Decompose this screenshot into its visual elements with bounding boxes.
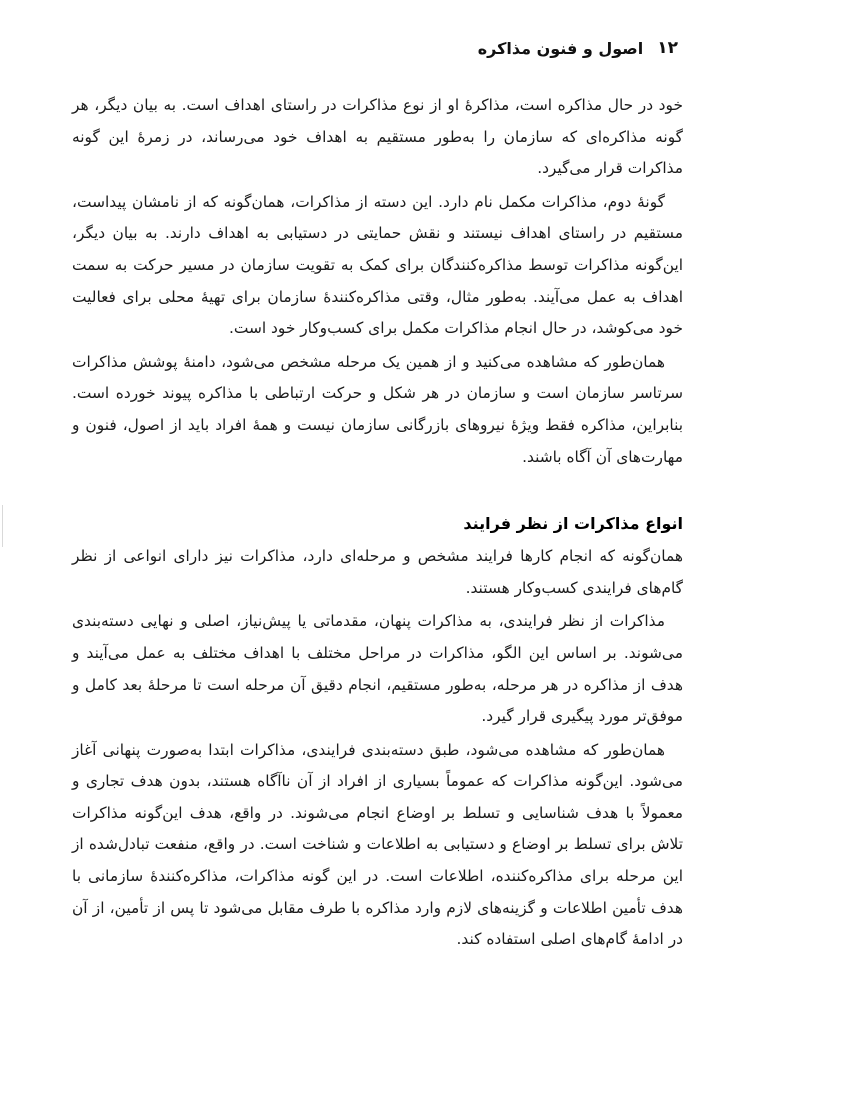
paragraph: همان‌طور که مشاهده می‌شود، طبق دسته‌بندی فرایندی، مذاکرات ابتدا به‌صورت پنهانی آغاز می‌شود. این‌گونه مذاکرات که عموماً بسیاری از افراد از آن ناآگاه هستند، بدون هدف تجاری و معمولاً با هدف شناسایی و تسلط بر اوضاع انجام می‌شوند. در واقع، هدف این‌گونه مذاکرات تلاش برای تسلط بر اوضاع و دستیابی به اطلاعات و شناخت است. در واقع، منفعت تبادل‌شده از این مرحله برای مذاکره‌کننده، اطلاعات است. در این گونه مذاکرات، مذاکره‌کنندهٔ سازمانی با هدف تأمین اطلاعات و گزینه‌های لازم وارد مذاکره با طرف مقابل می‌شود تا پس از تأمین، از آن در ادامهٔ گام‌های اصلی استفاده کند. (72, 740, 683, 949)
scan-edge-mark (2, 505, 3, 547)
paragraph: همان‌گونه که انجام کارها فرایند مشخص و مرحله‌ای دارد، مذاکرات نیز دارای انواعی از نظر گام‌های فرایندی کسب‌وکار هستند. (72, 547, 683, 597)
paragraph: خود در حال مذاکره است، مذاکرهٔ او از نوع مذاکرات در راستای اهداف است. به بیان دیگر، هر گونه مذاکره‌ای که سازمان را به‌طور مستقیم به اهداف خود می‌رساند، در زمرهٔ این گونه مذاکرات قرار می‌گیرد. (72, 96, 683, 178)
section-heading: انواع مذاکرات از نظر فرایند (463, 514, 683, 534)
paragraph: گونهٔ دوم، مذاکرات مکمل نام دارد. این دسته از مذاکرات، همان‌گونه که از نامشان پیداست، مستقیم در راستای اهداف نیستند و نقش حمایتی در دستیابی به اهداف دارند. به بیان دیگر، این‌گونه مذاکرات توسط مذاکره‌کنندگان برای کمک به تقویت سازمان در مسیر حرکت به سمت اهداف به عمل می‌آیند. به‌طور مثال، وقتی مذاکره‌کنندهٔ سازمان برای تهیهٔ محلی برای فعالیت خود می‌کوشد، در حال انجام مذاکرات مکمل برای کسب‌وکار خود است. (72, 192, 683, 338)
paragraph: مذاکرات از نظر فرایندی، به مذاکرات پنهان، مقدماتی یا پیش‌نیاز، اصلی و نهایی دسته‌بندی می‌شوند. بر اساس این الگو، مذاکرات در مراحل مختلف با اهداف مختلف به عمل می‌آیند و هدف از مذاکره در هر مرحله، به‌طور مستقیم، انجام دقیق آن مرحله است تا مرحلهٔ بعد کامل و موفق‌تر مورد پیگیری قرار گیرد. (72, 612, 683, 726)
book-title: اصول و فنون مذاکره (477, 38, 644, 58)
paragraph: همان‌طور که مشاهده می‌کنید و از همین یک مرحله مشخص می‌شود، دامنهٔ پوشش مذاکرات سرتاسر سازمان است و سازمان در هر شکل و حرکت ارتباطی با مذاکره پیوند خورده است. بنابراین، مذاکره فقط ویژهٔ نیروهای بازرگانی سازمان نیست و همهٔ افراد باید از اصول، فنون و مهارت‌های آن آگاه باشند. (72, 352, 683, 466)
body-text (72, 90, 683, 956)
page-number: ۱۲ (657, 38, 678, 58)
running-header (60, 36, 678, 60)
